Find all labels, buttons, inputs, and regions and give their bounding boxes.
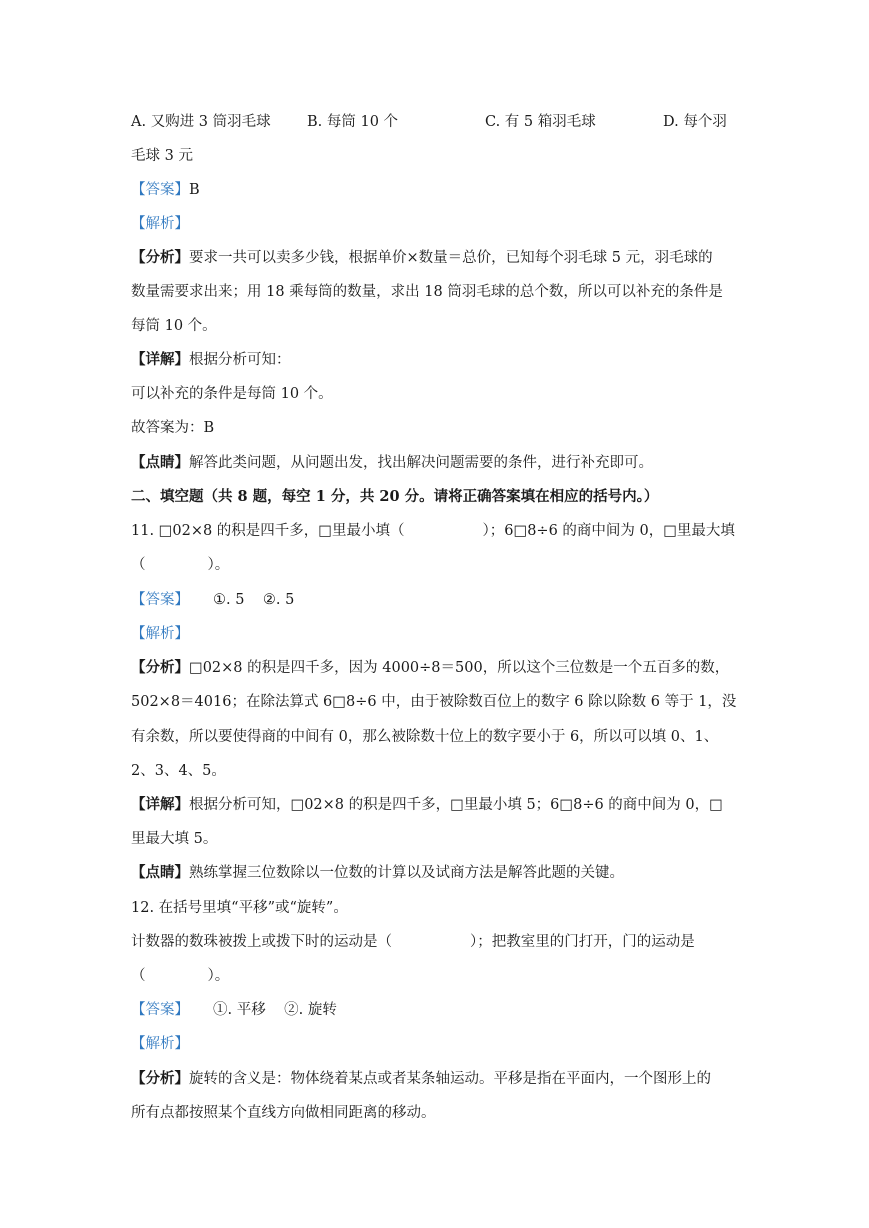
q11-fenxi-l2: 502×8＝4016；在除法算式 6□8÷6 中，由于被除数百位上的数字 6 除以除数 6 等于 1，没: [131, 694, 737, 710]
answer-tag: 【答案】: [131, 592, 189, 608]
answer-tag: 【答案】: [131, 182, 189, 198]
q12-q-part4: ）。: [207, 968, 230, 984]
q11-q-part3: （: [131, 557, 146, 573]
fenxi-tag: 【分析】: [131, 1070, 189, 1087]
q12-fenxi-l1: [131, 1069, 711, 1089]
section-title: 二、填空题（共 8 题，每空 1 分，共 20 分。请将正确答案填在相应的括号内。）: [131, 488, 659, 505]
fenxi-text: □02×8 的积是四千多，因为 4000÷8＝500，所以这个三位数是一个五百多的数，: [189, 660, 730, 676]
q11-question-l2: [131, 555, 229, 575]
q12-fenxi-l2: 所有点都按照某个直线方向做相同距离的移动。: [131, 1105, 436, 1121]
fenxi-text: 要求一共可以卖多少钱，根据单价×数量＝总价，已知每个羽毛球 5 元，羽毛球的: [189, 250, 713, 266]
q12-q-part2: ）；把教室里的门打开，门的运动是: [470, 934, 695, 950]
q11-fenxi-l3: 有余数，所以要使得商的中间有 0，那么被除数十位上的数字要小于 6，所以可以填 0、1、: [131, 729, 719, 745]
q12-question-l3: [131, 966, 229, 986]
q11-q-part1: 11. □02×8 的积是四千多，□里最小填（: [131, 523, 405, 539]
q11-fenxi-l1: [131, 658, 729, 678]
q11-dianjing: [131, 863, 624, 883]
q12-answer: [131, 1000, 337, 1020]
fenxi-tag: 【分析】: [131, 249, 189, 266]
dianjing-tag: 【点睛】: [131, 864, 189, 881]
q12-question-l2: [131, 932, 695, 952]
q12-question-l1: 12. 在括号里填“平移”或“旋转”。: [131, 900, 348, 916]
answer-value: ①. 5 ②. 5: [213, 592, 295, 608]
q12-q-part3: （: [131, 968, 146, 984]
q11-fenxi-l4: 2、3、4、5。: [131, 763, 226, 779]
xiangjie-tag: 【详解】: [131, 351, 189, 368]
q11-jiexi-tag: 【解析】: [131, 626, 189, 642]
answer-value: B: [189, 182, 200, 198]
q11-xiangjie-l2: 里最大填 5。: [131, 831, 218, 847]
xiangjie-text: 根据分析可知，□02×8 的积是四千多，□里最小填 5；6□8÷6 的商中间为 0，□: [189, 797, 723, 813]
q10-fenxi-l3: 每筒 10 个。: [131, 318, 217, 334]
dianjing-tag: 【点睛】: [131, 454, 189, 471]
dianjing-text: 熟练掌握三位数除以一位数的计算以及试商方法是解答此题的关键。: [189, 865, 624, 881]
q10-option-c: C. 有 5 箱羽毛球: [485, 114, 596, 130]
q10-xiangjie-l3: 故答案为：B: [131, 420, 215, 436]
q11-q-part4: ）。: [207, 557, 230, 573]
q10-xiangjie-l1: [131, 350, 291, 370]
q10-jiexi-tag: 【解析】: [131, 216, 189, 232]
q10-fenxi-l2: 数量需要求出来；用 18 乘每筒的数量，求出 18 筒羽毛球的总个数，所以可以补充的条件是: [131, 284, 723, 300]
q11-q-part2: ）；6□8÷6 的商中间为 0，□里最大填: [482, 523, 735, 539]
dianjing-text: 解答此类问题，从问题出发，找出解决问题需要的条件，进行补充即可。: [189, 455, 653, 471]
q12-q-part1: 计数器的数珠被拨上或拨下时的运动是（: [131, 934, 392, 950]
q11-xiangjie-l1: [131, 795, 723, 815]
q11-question-l1: [131, 521, 735, 541]
xiangjie-text: 根据分析可知：: [189, 352, 291, 368]
q10-option-d: D. 每个羽: [663, 114, 727, 130]
fenxi-text: 旋转的含义是：物体绕着某点或者某条轴运动。平移是指在平面内，一个图形上的: [189, 1071, 711, 1087]
q10-fenxi-l1: [131, 248, 713, 268]
xiangjie-tag: 【详解】: [131, 796, 189, 813]
q10-dianjing: [131, 453, 653, 473]
q10-answer: [131, 180, 200, 200]
answer-value: ①. 平移 ②. 旋转: [213, 1002, 337, 1018]
fenxi-tag: 【分析】: [131, 659, 189, 676]
answer-tag: 【答案】: [131, 1002, 189, 1018]
q11-answer: [131, 590, 294, 610]
q10-option-b: B. 每筒 10 个: [307, 114, 399, 130]
q10-option-d-cont: 毛球 3 元: [131, 148, 193, 164]
q12-jiexi-tag: 【解析】: [131, 1036, 189, 1052]
q10-option-a: A. 又购进 3 筒羽毛球: [131, 114, 271, 130]
q10-xiangjie-l2: 可以补充的条件是每筒 10 个。: [131, 386, 333, 402]
